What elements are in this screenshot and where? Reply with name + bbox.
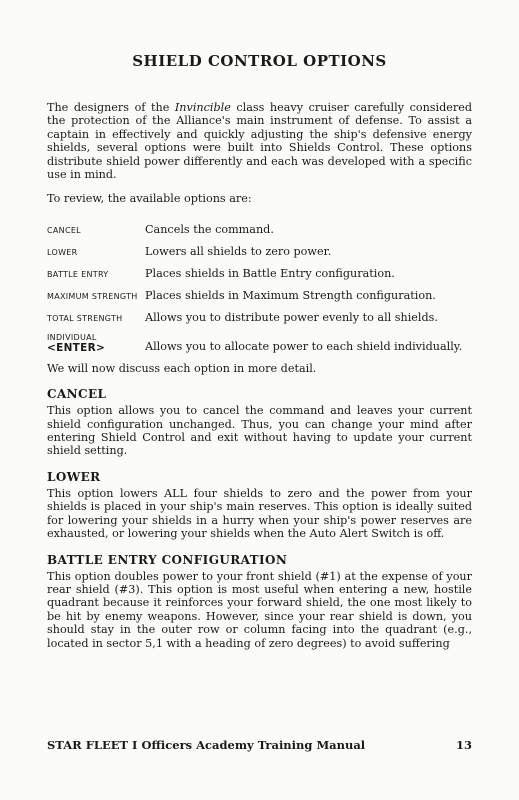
section-heading: LOWER	[47, 469, 101, 484]
section-heading: BATTLE ENTRY CONFIGURATION	[47, 552, 288, 567]
section-body: This option doubles power to your front shield (#1) at the expense of your rear shield (#3). This option is most useful when entering a new, hostile quadrant because it reinforces your forward shield, the one most likely to be hit by enemy weapons. However, since your rear shield is down, you should stay in the outer row or column facing into the quadrant (e.g., located in sector 5,1 with a heading of zero degrees) to avoid suffering	[47, 569, 472, 650]
section-body: This option allows you to cancel the command and leaves your current shield configuration unchanged. Thus, you can change your mind after entering Shield Control and exit without having to update your current shield setting.	[47, 404, 472, 458]
option-individual	[47, 333, 472, 353]
ship-class-name: Invincible	[174, 101, 231, 114]
section-lower	[47, 470, 472, 541]
option-cancel	[47, 223, 472, 236]
option-description: Allows you to allocate power to each shield individually.	[145, 339, 463, 353]
enter-key-label: <ENTER>	[47, 341, 106, 354]
option-description: Cancels the command.	[145, 222, 274, 236]
discuss-line: We will now discuss each option in more detail.	[47, 361, 317, 375]
option-name: CANCEL	[47, 225, 81, 235]
option-name	[47, 333, 145, 353]
option-name: TOTAL STRENGTH	[47, 313, 123, 323]
page-title: SHIELD CONTROL OPTIONS	[132, 52, 387, 70]
intro-text-start: The designers of the	[47, 101, 175, 114]
intro-text-rest: class heavy cruiser carefully considered the protection of the Alliance's main instrument of defense. To assist a captain in effectively and quickly adjusting the ship's defensive energy shields, several options were built into Shields Control. These options distribute shield power differently and each was developed with a specific use in mind.	[47, 101, 473, 182]
option-description: Allows you to distribute power evenly to all shields.	[145, 310, 438, 324]
intro-paragraph	[47, 101, 472, 181]
option-description: Lowers all shields to zero power.	[145, 244, 332, 258]
option-lower	[47, 245, 472, 258]
section-body: This option lowers ALL four shields to zero and the power from your shields is placed in your ship's main reserves. This option is ideally suited for lowering your shields in a hurry when your ship's power reserves are exhausted, or lowering your shields when the Auto Alert Switch is off.	[47, 486, 472, 541]
option-battle-entry	[47, 267, 472, 280]
option-description: Places shields in Battle Entry configuration.	[145, 266, 395, 280]
option-name: MAXIMUM STRENGTH	[47, 291, 138, 301]
section-battle-entry	[47, 553, 472, 650]
option-description: Places shields in Maximum Strength configuration.	[145, 288, 436, 302]
section-cancel	[47, 387, 472, 458]
review-line: To review, the available options are:	[47, 192, 252, 206]
options-list	[47, 223, 472, 353]
section-heading: CANCEL	[47, 387, 107, 402]
page-footer	[47, 738, 472, 752]
option-name: LOWER	[47, 247, 78, 257]
page-number: 13	[455, 738, 472, 752]
option-name-label: INDIVIDUAL	[47, 332, 97, 342]
option-total-strength	[47, 311, 472, 324]
footer-title: STAR FLEET I Officers Academy Training Manual	[47, 738, 366, 752]
option-name: BATTLE ENTRY	[47, 269, 109, 279]
option-maximum-strength	[47, 289, 472, 302]
